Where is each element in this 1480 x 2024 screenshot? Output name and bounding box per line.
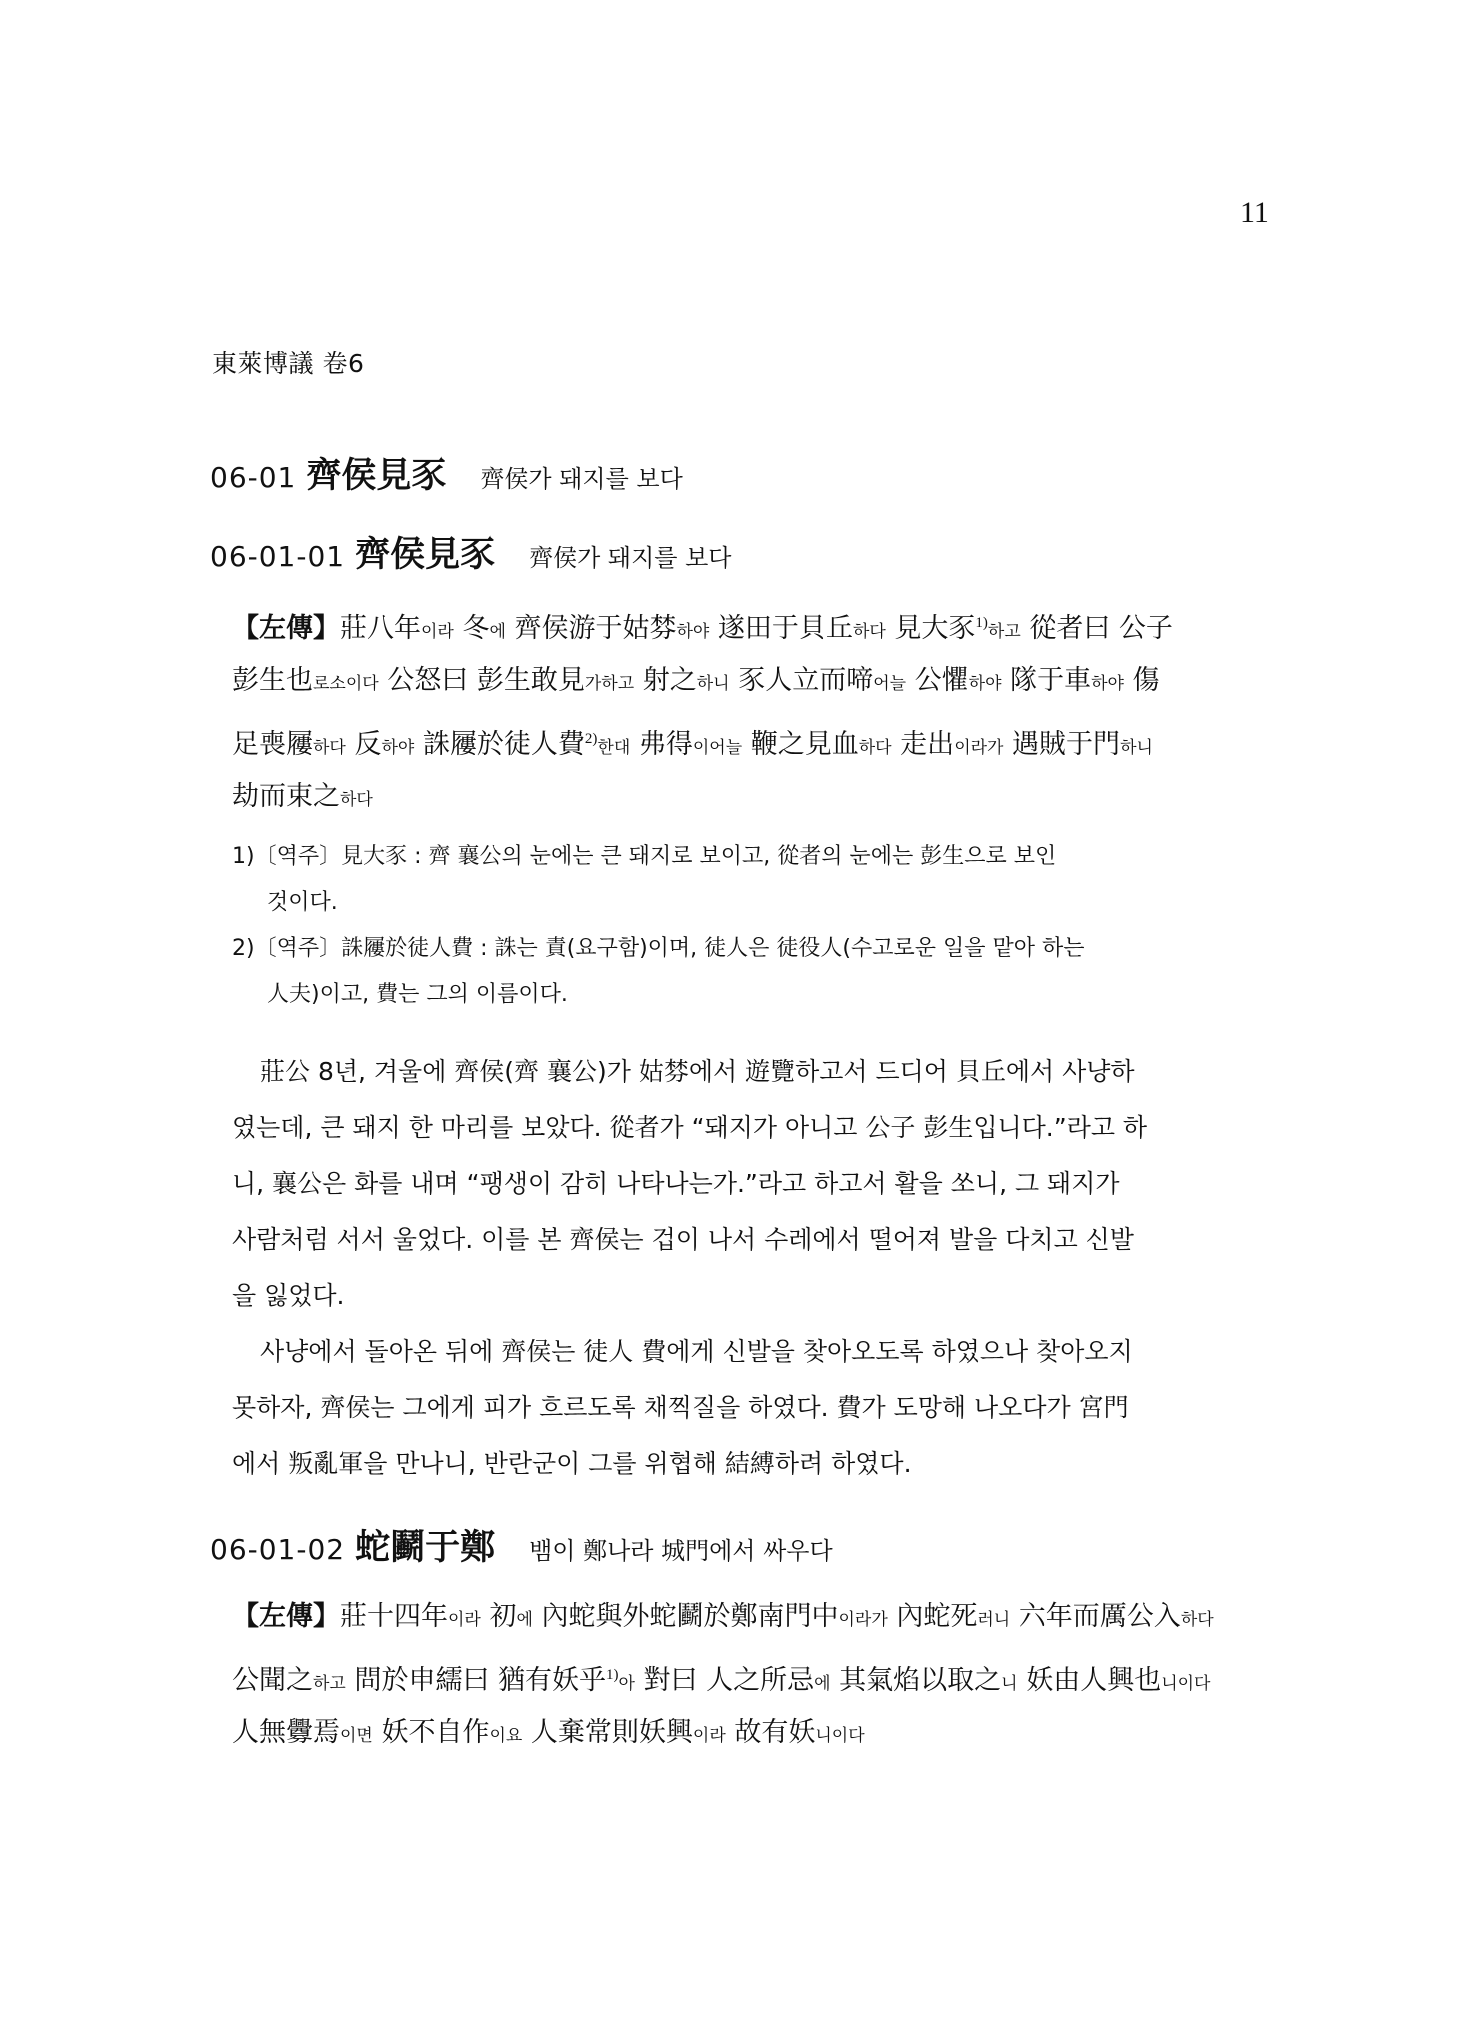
hanja-text: 弗得	[630, 729, 693, 760]
hyeonto-marker: 하야	[676, 622, 710, 642]
footnote-ref: 2)	[584, 731, 598, 747]
hanja-text: 故有妖	[725, 1717, 816, 1748]
section-code: 06-01-02	[210, 1533, 346, 1566]
section-code: 06-01	[210, 461, 297, 494]
hanja-text: 初	[480, 1601, 517, 1632]
hyeonto-marker: 에	[814, 1674, 831, 1694]
translation-line: 사람처럼 서서 울었다. 이를 본 齊侯는 겁이 나서 수레에서 떨어져 발을 다치고 신발	[232, 1225, 1134, 1254]
hanja-text: 妖由人興也	[1017, 1665, 1162, 1696]
hanja-text: 人棄常則妖興	[522, 1717, 693, 1748]
hyeonto-marker: 하야	[381, 738, 415, 758]
translation-line: 사냥에서 돌아온 뒤에 齊侯는 徒人 費에게 신발을 찾아오도록 하였으나 찾아오지	[260, 1337, 1133, 1366]
translation-line: 莊公 8년, 겨울에 齊侯(齊 襄公)가 姑棼에서 遊覽하고서 드디어 貝丘에서 사냥하	[260, 1057, 1135, 1086]
source-tag: 【左傳】	[232, 613, 340, 644]
footnotes-1	[232, 834, 1268, 1018]
section-title-korean: 齊侯가 돼지를 보다	[480, 465, 683, 493]
source-line	[232, 710, 1268, 768]
hanja-text: 公懼	[906, 665, 969, 696]
hanja-text: 反	[345, 729, 382, 760]
hyeonto-marker: 이라가	[838, 1610, 888, 1630]
hanja-text: 足喪屨	[232, 729, 313, 760]
hyeonto-marker: 에	[489, 622, 506, 642]
hanja-text: 六年而厲公入	[1010, 1601, 1181, 1632]
hyeonto-marker: 에	[516, 1610, 533, 1630]
book-title: 東萊博議 卷6	[212, 349, 365, 378]
hyeonto-marker: 이라	[448, 1610, 481, 1630]
hanja-text: 內蛇與外蛇鬬於鄭南門中	[532, 1601, 839, 1632]
hanja-text: 鞭之見血	[742, 729, 859, 760]
hanja-text: 公聞之	[232, 1665, 313, 1696]
section-code: 06-01-01	[210, 540, 346, 573]
hyeonto-marker: 이라	[692, 1726, 726, 1746]
translation-line: 에서 叛亂軍을 만나니, 반란군이 그를 위협해 結縛하려 하였다.	[232, 1449, 912, 1478]
source-line	[232, 768, 1268, 826]
hanja-text: 其氣焰以取之	[830, 1665, 1002, 1696]
hanja-text: 莊八年	[340, 613, 421, 644]
hyeonto-marker: 하고	[313, 1674, 346, 1694]
footnote-line: 2)〔역주〕誅屨於徒人費 : 誅는 責(요구함)이며, 徒人은 徒役人(수고로운 일을 맡아 하는	[232, 936, 1085, 961]
section-heading-06-01-01	[210, 527, 731, 577]
section-title-hanja: 蛇鬬于鄭	[355, 1527, 496, 1568]
hanja-text: 遂田于貝丘	[709, 613, 853, 644]
hyeonto-marker: 니이다	[1161, 1674, 1211, 1694]
hyeonto-marker: 러니	[977, 1610, 1011, 1630]
hanja-text: 彭生也	[232, 665, 313, 696]
hanja-text: 遇賊于門	[1003, 729, 1121, 760]
hyeonto-marker: 하다	[1180, 1610, 1214, 1630]
hyeonto-marker: 하니	[696, 674, 730, 694]
hyeonto-marker: 하다	[852, 622, 886, 642]
translation-1	[232, 1044, 1268, 1492]
footnote-line: 1)〔역주〕見大豕 : 齊 襄公의 눈에는 큰 돼지로 보이고, 從者의 눈에는 彭生으로 보인	[232, 844, 1057, 869]
hyeonto-marker: 이라가	[954, 738, 1004, 758]
source-text-1	[232, 594, 1268, 826]
hyeonto-marker: 하고	[987, 622, 1021, 642]
hyeonto-marker: 하다	[340, 790, 373, 810]
footnote-line: 것이다.	[267, 890, 338, 915]
hanja-text: 對曰 人之所忌	[634, 1665, 815, 1696]
source-line	[232, 594, 1268, 652]
hyeonto-marker: 가하고	[584, 674, 635, 694]
source-line	[232, 1704, 1268, 1762]
footnote-line: 人夫)이고, 費는 그의 이름이다.	[267, 982, 568, 1007]
section-title-korean: 齊侯가 돼지를 보다	[529, 544, 732, 572]
hyeonto-marker: 한대	[597, 738, 631, 758]
footnote-ref: 1)	[975, 615, 988, 631]
translation-line: 였는데, 큰 돼지 한 마리를 보았다. 從者가 “돼지가 아니고 公子 彭生입니다.”라고 하	[232, 1113, 1148, 1142]
hyeonto-marker: 하다	[858, 738, 892, 758]
hanja-text: 齊侯游于姑棼	[505, 613, 677, 644]
source-line	[232, 1588, 1268, 1646]
hyeonto-marker: 이면	[340, 1726, 373, 1746]
translation-line: 못하자, 齊侯는 그에게 피가 흐르도록 채찍질을 하였다. 費가 도망해 나오다가 宮門	[232, 1393, 1129, 1422]
footnote-ref: 1)	[606, 1667, 619, 1683]
hyeonto-marker: 하니	[1120, 738, 1153, 758]
hanja-text: 冬	[453, 613, 490, 644]
hanja-text: 劫而束之	[232, 781, 340, 812]
hyeonto-marker: 이요	[489, 1726, 523, 1746]
hyeonto-marker: 하야	[1091, 674, 1124, 694]
source-text-2	[232, 1588, 1268, 1762]
hyeonto-marker: 로소이다	[313, 674, 379, 694]
hanja-text: 走出	[891, 729, 955, 760]
hanja-text: 射之	[634, 665, 697, 696]
section-title-hanja: 齊侯見豕	[355, 534, 496, 575]
section-heading-06-01-02	[210, 1520, 833, 1570]
hyeonto-marker: 어늘	[873, 674, 907, 694]
section-title-korean: 뱀이 鄭나라 城門에서 싸우다	[529, 1537, 833, 1565]
hyeonto-marker: 니이다	[815, 1726, 865, 1746]
hyeonto-marker: 하야	[968, 674, 1002, 694]
hanja-text: 問於申繻曰 猶有妖乎	[345, 1665, 607, 1696]
hanja-text: 隊于車	[1001, 665, 1092, 696]
section-heading-06-01	[210, 448, 683, 498]
hanja-text: 見大豕	[885, 613, 976, 644]
hanja-text: 人無釁焉	[232, 1717, 340, 1748]
source-line	[232, 1646, 1268, 1704]
source-line	[232, 652, 1268, 710]
source-tag: 【左傳】	[232, 1601, 340, 1632]
hanja-text: 莊十四年	[340, 1601, 448, 1632]
hyeonto-marker: 이라	[421, 622, 454, 642]
section-title-hanja: 齊侯見豕	[306, 455, 447, 496]
hanja-text: 誅屨於徒人費	[414, 729, 585, 760]
hanja-text: 傷	[1123, 665, 1160, 696]
hyeonto-marker: 이어늘	[692, 738, 743, 758]
hanja-text: 公怒曰 彭生敢見	[378, 665, 585, 696]
hanja-text: 妖不自作	[372, 1717, 490, 1748]
hyeonto-marker: 하다	[313, 738, 346, 758]
hanja-text: 內蛇死	[887, 1601, 978, 1632]
hanja-text: 從者曰 公子	[1020, 613, 1173, 644]
page-number: 11	[1240, 196, 1269, 229]
hyeonto-marker: 아	[618, 1674, 635, 1694]
hyeonto-marker: 니	[1001, 1674, 1018, 1694]
translation-line: 니, 襄公은 화를 내며 “팽생이 감히 나타나는가.”라고 하고서 활을 쏘니, 그 돼지가	[232, 1169, 1120, 1198]
hanja-text: 豕人立而啼	[729, 665, 874, 696]
translation-line: 을 잃었다.	[232, 1281, 345, 1310]
